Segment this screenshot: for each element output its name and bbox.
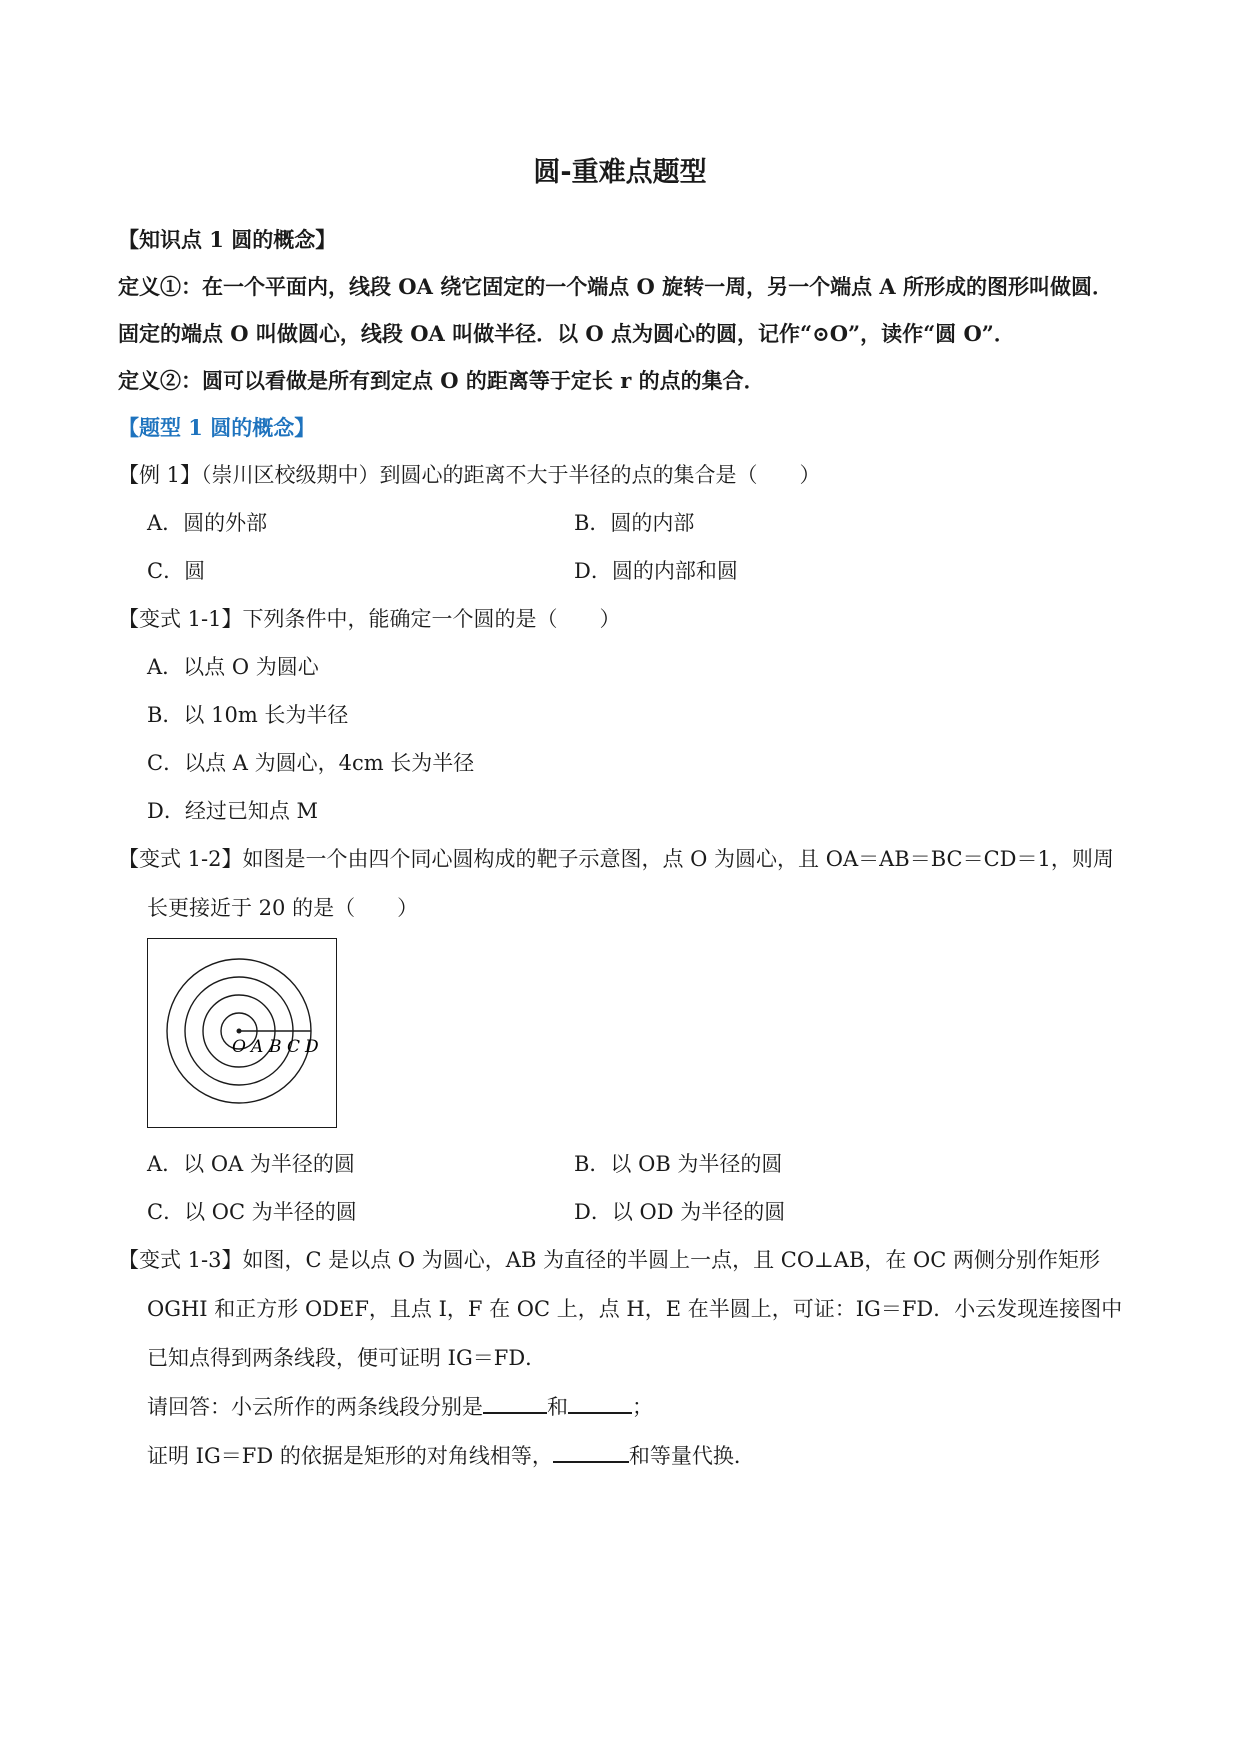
variant-1-3-question-1 xyxy=(147,1392,653,1422)
example-1-option-d: D．圆的内部和圆 xyxy=(574,559,738,583)
question-type-heading: 【题型 1 圆的概念】 xyxy=(118,415,316,440)
knowledge-heading: 【知识点 1 圆的概念】 xyxy=(118,227,337,252)
variant-1-3-line-2: OGHI 和正方形 ODEF，且点 I，F 在 OC 上，点 H，E 在半圆上，可证：IG＝FD．小云发现连接图中 xyxy=(147,1297,1123,1321)
variant-1-2-option-a: A．以 OA 为半径的圆 xyxy=(147,1152,355,1176)
definition-2: 定义②：圆可以看做是所有到定点 O 的距离等于定长 r 的点的集合． xyxy=(118,368,765,393)
label-o: O xyxy=(232,1037,246,1057)
question-1-middle: 和 xyxy=(547,1395,568,1419)
variant-1-2-stem-line-2: 长更接近于 20 的是（ ） xyxy=(147,896,419,920)
variant-1-3-question-2 xyxy=(147,1441,755,1471)
variant-1-1-option-a: A．以点 O 为圆心 xyxy=(147,655,319,679)
answer-blank-3[interactable] xyxy=(553,1441,629,1463)
example-1-stem: 【例 1】（崇川区校级期中）到圆心的距离不大于半径的点的集合是（ ） xyxy=(118,463,821,487)
label-b: B xyxy=(269,1037,282,1057)
variant-1-3-line-3: 已知点得到两条线段，便可证明 IG＝FD． xyxy=(147,1346,547,1370)
variant-1-2-option-c: C．以 OC 为半径的圆 xyxy=(147,1200,357,1224)
definition-1-line-2: 固定的端点 O 叫做圆心，线段 OA 叫做半径．以 O 点为圆心的圆，记作“⊙O”，读作“圆 O”． xyxy=(118,321,1015,346)
question-1-prefix: 请回答：小云所作的两条线段分别是 xyxy=(147,1395,483,1419)
variant-1-1-stem: 【变式 1-1】下列条件中，能确定一个圆的是（ ） xyxy=(118,607,621,631)
variant-1-1-option-d: D．经过已知点 M xyxy=(147,799,319,823)
variant-1-1-option-c: C．以点 A 为圆心，4cm 长为半径 xyxy=(147,751,475,775)
example-1-option-b: B．圆的内部 xyxy=(574,511,695,535)
concentric-target-figure xyxy=(147,938,337,1128)
label-d: D xyxy=(305,1037,319,1057)
question-1-suffix: ； xyxy=(632,1395,653,1419)
answer-blank-2[interactable] xyxy=(568,1392,632,1414)
example-1-option-a: A．圆的外部 xyxy=(147,511,268,535)
question-2-prefix: 证明 IG＝FD 的依据是矩形的对角线相等， xyxy=(147,1444,553,1468)
label-a: A xyxy=(251,1037,264,1057)
variant-1-2-stem-line-1: 【变式 1-2】如图是一个由四个同心圆构成的靶子示意图，点 O 为圆心，且 OA＝AB＝BC＝CD＝1，则周 xyxy=(118,847,1114,871)
question-2-suffix: 和等量代换． xyxy=(628,1444,755,1468)
center-point xyxy=(237,1029,242,1034)
variant-1-1-option-b: B．以 10m 长为半径 xyxy=(147,703,349,727)
example-1-option-c: C．圆 xyxy=(147,559,206,583)
variant-1-2-option-b: B．以 OB 为半径的圆 xyxy=(574,1152,783,1176)
page-title: 圆-重难点题型 xyxy=(533,157,707,188)
variant-1-3-line-1: 【变式 1-3】如图，C 是以点 O 为圆心，AB 为直径的半圆上一点，且 CO⊥AB，在 OC 两侧分别作矩形 xyxy=(118,1248,1101,1272)
definition-1-line-1: 定义①：在一个平面内，线段 OA 绕它固定的一个端点 O 旋转一周，另一个端点 A 所形成的图形叫做圆． xyxy=(118,274,1114,299)
variant-1-2-option-d: D．以 OD 为半径的圆 xyxy=(574,1200,786,1224)
answer-blank-1[interactable] xyxy=(483,1392,547,1414)
label-c: C xyxy=(287,1037,301,1057)
concentric-circles-diagram xyxy=(148,939,335,1126)
